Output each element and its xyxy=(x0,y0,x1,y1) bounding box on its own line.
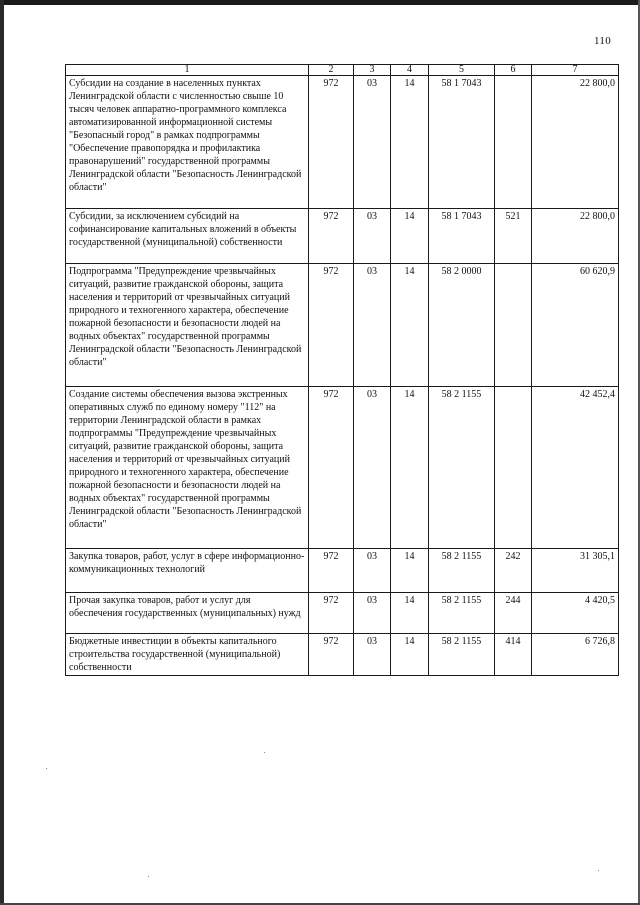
row-amount: 31 305,1 xyxy=(532,549,619,593)
row-expense-type: 242 xyxy=(495,549,532,593)
row-target: 58 1 7043 xyxy=(429,209,495,264)
row-subsection: 14 xyxy=(391,634,429,676)
row-section: 03 xyxy=(354,634,391,676)
row-amount: 22 800,0 xyxy=(532,76,619,209)
scan-speck xyxy=(598,870,599,871)
row-target: 58 2 1155 xyxy=(429,634,495,676)
header-col-1: 1 xyxy=(66,65,309,76)
row-ministry: 972 xyxy=(309,209,354,264)
header-col-3: 3 xyxy=(354,65,391,76)
row-amount: 4 420,5 xyxy=(532,593,619,634)
table-row xyxy=(66,387,619,549)
budget-table xyxy=(65,64,619,676)
table-row xyxy=(66,76,619,209)
scan-speck xyxy=(46,768,47,769)
header-col-7: 7 xyxy=(532,65,619,76)
row-expense-type xyxy=(495,264,532,387)
row-ministry: 972 xyxy=(309,387,354,549)
row-name: Подпрограмма "Предупреждение чрезвычайных ситуаций, развитие гражданской обороны, защита населения и территорий от чрезвычайных ситуаций природного и техногенного характера, обеспечение пожарной безопасности и безопасности людей на водных объектах" государственной программы Ленинградской области "Безопасность Ленинградской области" xyxy=(66,264,309,387)
row-ministry: 972 xyxy=(309,264,354,387)
row-expense-type: 521 xyxy=(495,209,532,264)
row-name: Закупка товаров, работ, услуг в сфере информационно-коммуникационных технологий xyxy=(66,549,309,593)
row-amount: 22 800,0 xyxy=(532,209,619,264)
row-name: Прочая закупка товаров, работ и услуг для обеспечения государственных (муниципальных) нужд xyxy=(66,593,309,634)
header-col-4: 4 xyxy=(391,65,429,76)
scan-speck xyxy=(264,752,265,753)
row-expense-type xyxy=(495,76,532,209)
row-ministry: 972 xyxy=(309,549,354,593)
row-subsection: 14 xyxy=(391,264,429,387)
row-section: 03 xyxy=(354,264,391,387)
row-section: 03 xyxy=(354,76,391,209)
page-number: 110 xyxy=(594,35,611,47)
row-section: 03 xyxy=(354,593,391,634)
row-amount: 42 452,4 xyxy=(532,387,619,549)
row-expense-type xyxy=(495,387,532,549)
row-subsection: 14 xyxy=(391,76,429,209)
row-target: 58 2 0000 xyxy=(429,264,495,387)
row-subsection: 14 xyxy=(391,209,429,264)
table-row xyxy=(66,264,619,387)
row-amount: 6 726,8 xyxy=(532,634,619,676)
header-col-2: 2 xyxy=(309,65,354,76)
row-expense-type: 244 xyxy=(495,593,532,634)
row-subsection: 14 xyxy=(391,593,429,634)
row-target: 58 2 1155 xyxy=(429,387,495,549)
row-target: 58 2 1155 xyxy=(429,549,495,593)
row-amount: 60 620,9 xyxy=(532,264,619,387)
row-ministry: 972 xyxy=(309,634,354,676)
row-name: Создание системы обеспечения вызова экстренных оперативных служб по единому номеру "112" на территории Ленинградской области в рамках подпрограммы "Предупреждение чрезвычайных ситуаций, развитие гражданской обороны, защита населения и территорий от чрезвычайных ситуаций природного и техногенного характера, обеспечение пожарной безопасности и безопасности людей на водных объектах" государственной программы Ленинградской области "Безопасность Ленинградской области" xyxy=(66,387,309,549)
table-row xyxy=(66,634,619,676)
scan-border-left xyxy=(0,0,4,905)
row-name: Субсидии на создание в населенных пунктах Ленинградской области с численностью свыше 10 тысяч человек аппаратно-программного комплекса автоматизированной информационной системы "Безопасный город" в рамках подпрограммы "Обеспечение правопорядка и профилактика правонарушений" государственной программы Ленинградской области "Безопасность Ленинградской области" xyxy=(66,76,309,209)
row-subsection: 14 xyxy=(391,549,429,593)
scan-border-top xyxy=(0,0,640,5)
header-col-6: 6 xyxy=(495,65,532,76)
table-row xyxy=(66,209,619,264)
row-target: 58 1 7043 xyxy=(429,76,495,209)
table-row xyxy=(66,593,619,634)
row-ministry: 972 xyxy=(309,76,354,209)
header-col-5: 5 xyxy=(429,65,495,76)
row-target: 58 2 1155 xyxy=(429,593,495,634)
row-expense-type: 414 xyxy=(495,634,532,676)
row-section: 03 xyxy=(354,209,391,264)
row-section: 03 xyxy=(354,387,391,549)
row-ministry: 972 xyxy=(309,593,354,634)
scan-speck xyxy=(148,876,149,877)
header-row xyxy=(66,65,619,76)
row-name: Субсидии, за исключением субсидий на софинансирование капитальных вложений в объекты государственной (муниципальной) собственности xyxy=(66,209,309,264)
table-row xyxy=(66,549,619,593)
row-section: 03 xyxy=(354,549,391,593)
row-name: Бюджетные инвестиции в объекты капитального строительства государственной (муниципальной) собственности xyxy=(66,634,309,676)
row-subsection: 14 xyxy=(391,387,429,549)
